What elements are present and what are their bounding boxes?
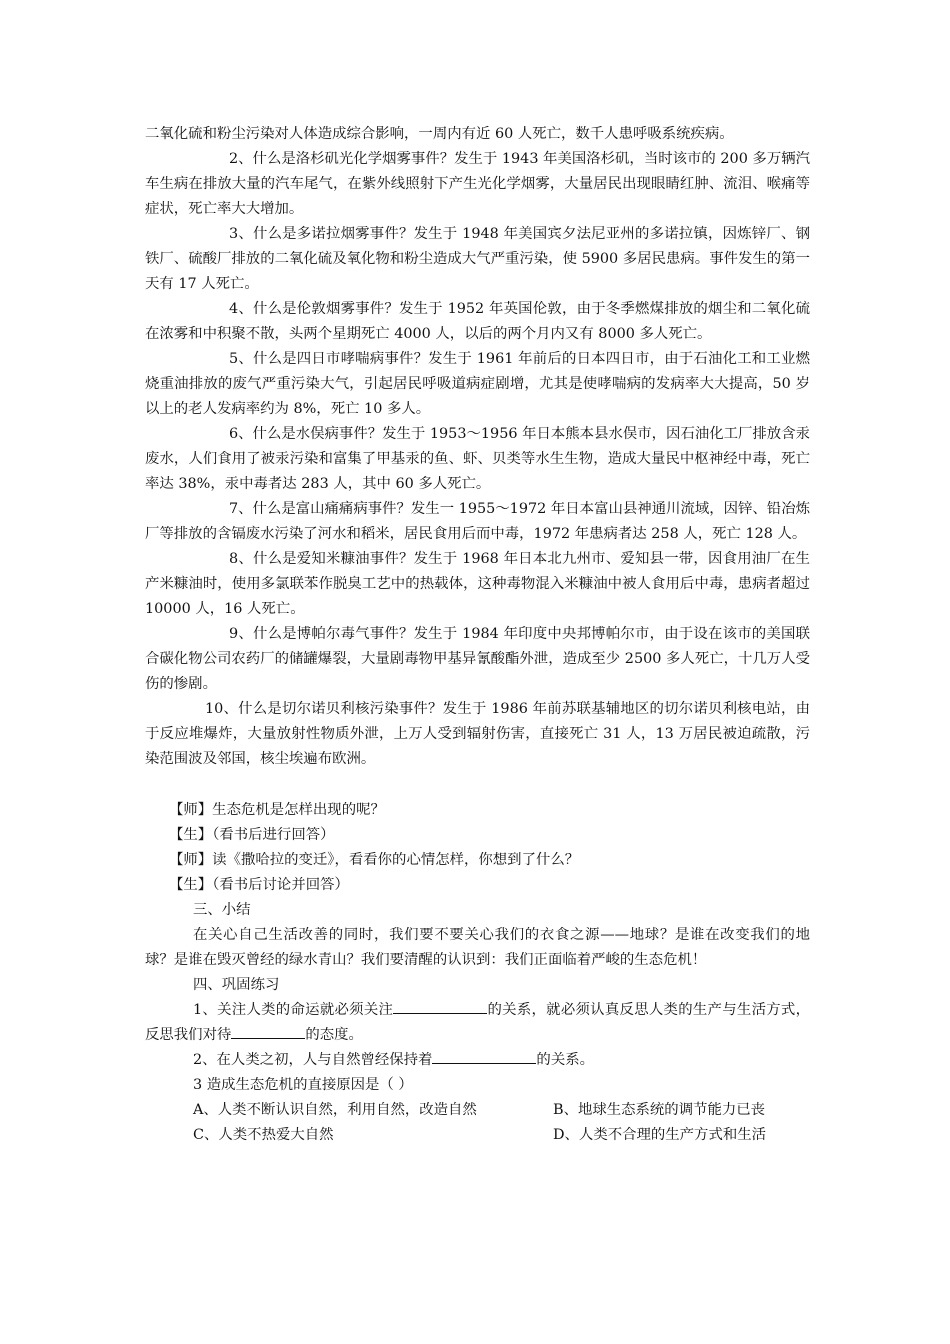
question-2-blank[interactable] [432,1048,536,1064]
option-b: B、地球生态系统的调节能力已丧 [553,1102,766,1118]
event-7: 7、什么是富山痛痛病事件？发生一 1955～1972 年日本富山县神通川流域，因锌、铅冶炼厂等排放的含镉废水污染了河水和稻米，居民食用后而中毒，1972 年患病者达 258 人，死亡 128 人。 [145,501,810,542]
options-row-1 [145,1098,810,1123]
event-5: 5、什么是四日市哮喘病事件？发生于 1961 年前后的日本四日市，由于石油化工和工业燃烧重油排放的废气严重污染大气，引起居民呼吸道病症剧增，尤其是使哮喘病的发病率大大提高，50 岁以上的老人发病率约为 8%，死亡 10 多人。 [145,351,810,417]
summary-text: 在关心自己生活改善的同时，我们要不要关心我们的衣食之源——地球？是谁在改变我们的地球？是谁在毁灭曾经的绿水青山？我们要清醒的认识到：我们正面临着严峻的生态危机！ [145,927,810,968]
event-4: 4、什么是伦敦烟雾事件？发生于 1952 年英国伦敦，由于冬季燃煤排放的烟尘和二氧化硫在浓雾和中积聚不散，头两个星期死亡 4000 人，以后的两个月内又有 8000 多人死亡。 [145,301,810,342]
question-1-blank-2[interactable] [231,1023,305,1039]
question-1-part-a: 1、关注人类的命运就必须关注 [193,1002,394,1018]
dialogue-student-1: 【生】（看书后进行回答） [169,827,335,843]
event-9: 9、什么是博帕尔毒气事件？发生于 1984 年印度中央邦博帕尔市，由于设在该市的美国联合碳化物公司农药厂的储罐爆裂，大量剧毒物甲基异氰酸酯外泄，造成至少 2500 多人死亡，十几万人受伤的惨剧。 [145,626,810,692]
options-row-2 [145,1123,810,1148]
option-c: C、人类不热爱大自然 [193,1127,334,1143]
event-8: 8、什么是爱知米糠油事件？发生于 1968 年日本北九州市、爱知县一带，因食用油厂在生产米糠油时，使用多氯联苯作脱臭工艺中的热载体，这种毒物混入米糠油中被人食用后中毒，患病者超过 10000 人，16 人死亡。 [145,551,810,617]
question-1-blank-1[interactable] [393,998,487,1014]
dialogue-teacher-1: 【师】生态危机是怎样出现的呢？ [169,802,385,818]
event-2: 2、什么是洛杉矶光化学烟雾事件？发生于 1943 年美国洛杉矶，当时该市的 200 多万辆汽车生病在排放大量的汽车尾气，在紫外线照射下产生光化学烟雾，大量居民出现眼睛红肿、流泪、喉痛等症状，死亡率大大增加。 [145,151,810,217]
question-1 [145,998,810,1048]
event-3: 3、什么是多诺拉烟雾事件？发生于 1948 年美国宾夕法尼亚州的多诺拉镇，因炼锌厂、钢铁厂、硫酸厂排放的二氧化硫及氧化物和粉尘造成大气严重污染，使 5900 多居民患病。事件发生的第一天有 17 人死亡。 [145,226,810,292]
question-2-part-b: 的关系。 [536,1052,594,1068]
question-1-part-c: 的态度。 [305,1027,363,1043]
question-1-part-b: 的关系，就必须认真反思人类的生产与生活方式，反思我们对待 [145,1002,810,1043]
question-3: 3 造成生态危机的直接原因是（ ） [193,1077,413,1093]
dialogue-student-2: 【生】（看书后讨论并回答） [169,877,349,893]
event-6: 6、什么是水俣病事件？发生于 1953～1956 年日本熊本县水俣市，因石油化工厂排放含汞废水，人们食用了被汞污染和富集了甲基汞的鱼、虾、贝类等水生生物，造成大量民中枢神经中毒，死亡率达 38%，汞中毒者达 283 人，其中 60 多人死亡。 [145,426,810,492]
question-2-part-a: 2、在人类之初，人与自然曾经保持着 [193,1052,433,1068]
practice-heading: 四、巩固练习 [193,977,280,993]
option-d: D、人类不合理的生产方式和生活 [553,1127,767,1143]
event-10: 10、什么是切尔诺贝利核污染事件？发生于 1986 年前苏联基辅地区的切尔诺贝利核电站，由于反应堆爆炸，大量放射性物质外泄，上万人受到辐射伤害，直接死亡 31 人，13 万居民被迫疏散，污染范围波及邻国，核尘埃遍布欧洲。 [145,701,810,767]
dialogue-teacher-2: 【师】读《撒哈拉的变迁》，看看你的心情怎样，你想到了什么？ [169,852,580,868]
question-2 [145,1048,810,1073]
spacer [145,772,810,798]
document-body [145,122,810,1148]
summary-heading: 三、小结 [193,902,251,918]
intro-paragraph: 二氧化硫和粉尘污染对人体造成综合影响，一周内有近 60 人死亡，数千人患呼吸系统疾病。 [145,126,734,142]
option-a: A、人类不断认识自然，利用自然，改造自然 [193,1102,477,1118]
